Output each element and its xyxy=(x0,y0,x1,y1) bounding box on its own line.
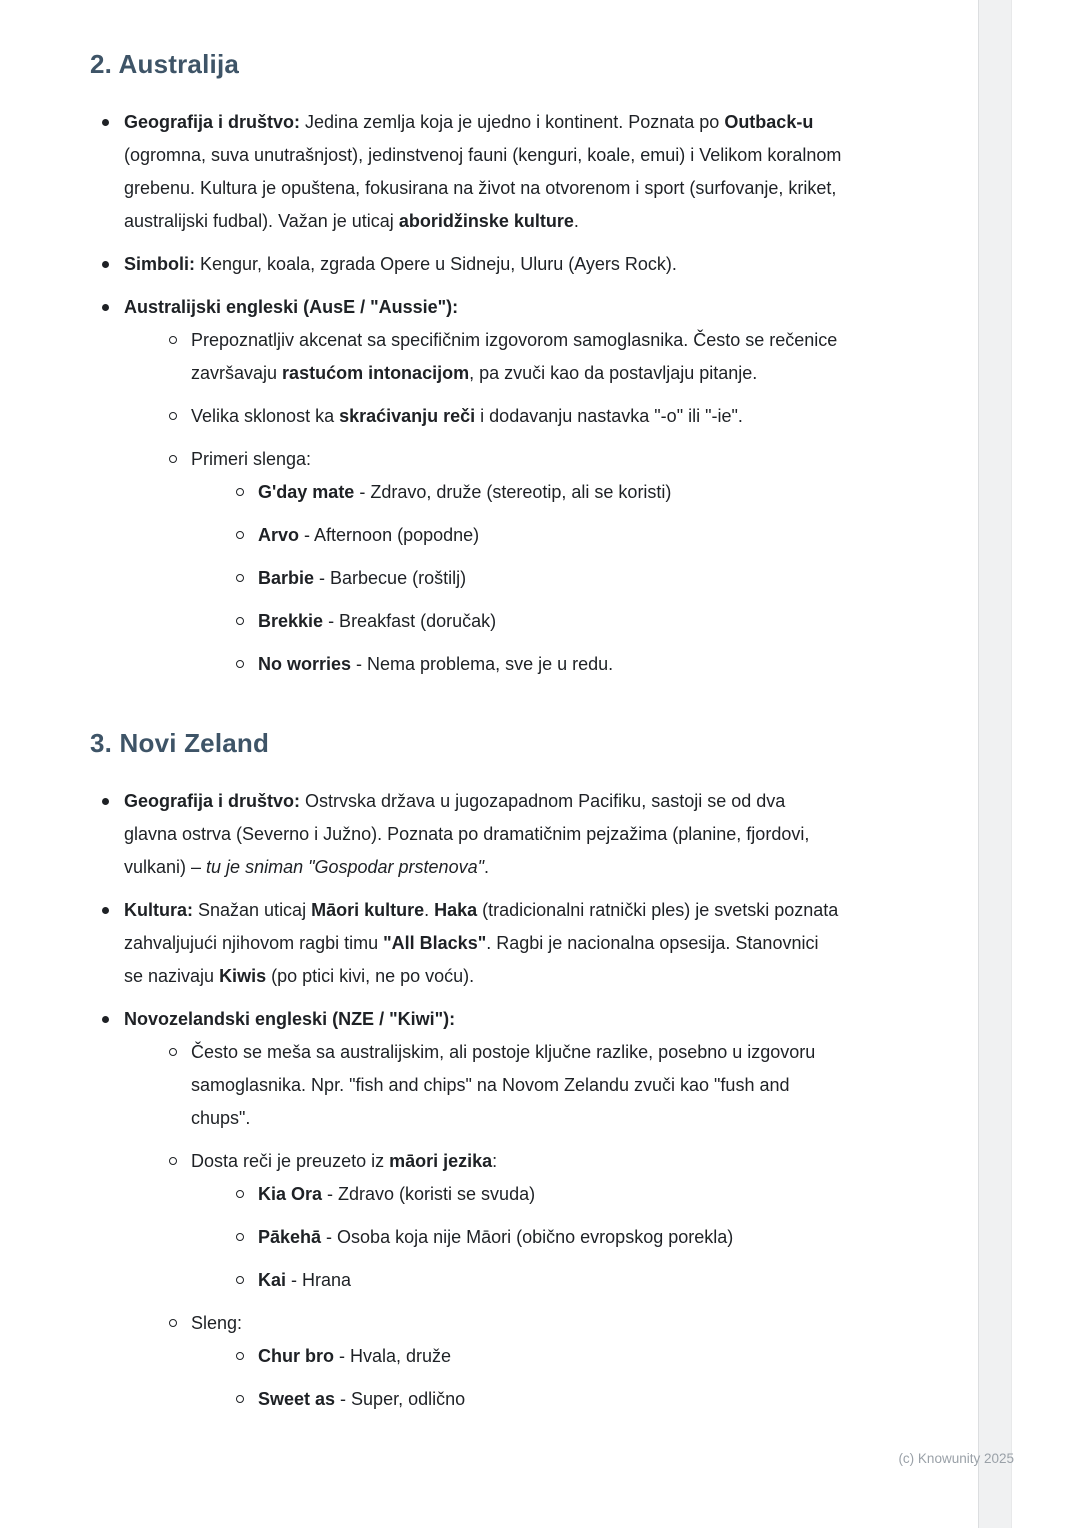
document-section xyxy=(90,727,842,1416)
list-item xyxy=(157,1036,842,1135)
nested-list xyxy=(191,476,842,681)
list-item-text: Kai - Hrana xyxy=(258,1270,352,1290)
circle-bullet-icon xyxy=(236,531,244,539)
list-item-text: Primeri slenga: xyxy=(191,449,312,469)
circle-bullet-icon xyxy=(236,660,244,668)
list-item xyxy=(224,1178,842,1211)
list-item-text: Barbie - Barbecue (roštilj) xyxy=(258,568,467,588)
list-item-text: Prepoznatljiv akcenat sa specifičnim izgovorom samoglasnika. Često se rečenice završavaju rastućom intonacijom, pa zvuči kao da postavljaju pitanje. xyxy=(191,330,838,383)
circle-bullet-icon xyxy=(236,617,244,625)
list-item-text: No worries - Nema problema, sve je u redu. xyxy=(258,654,614,674)
list-item xyxy=(90,106,842,238)
list-item-text: Dosta reči je preuzeto iz māori jezika: xyxy=(191,1151,498,1171)
circle-bullet-icon xyxy=(169,455,177,463)
list-item-text: Velika sklonost ka skraćivanju reči i dodavanju nastavka "-o" ili "-ie". xyxy=(191,406,743,426)
copyright-footer: (c) Knowunity 2025 xyxy=(898,1451,1014,1466)
bullet-icon xyxy=(102,261,109,268)
circle-bullet-icon xyxy=(169,1157,177,1165)
list-item-text: G'day mate - Zdravo, druže (stereotip, ali se koristi) xyxy=(258,482,672,502)
list-item xyxy=(224,605,842,638)
list-item-text: Kultura: Snažan uticaj Māori kulture. Haka (tradicionalni ratnički ples) je svetski poznata zahvaljujući njihovom ragbi timu "All Blacks". Ragbi je nacionalna opsesija. Stanovnici se nazivaju Kiwis (po ptici kivi, ne po voću). xyxy=(124,900,839,986)
list-item-text: Arvo - Afternoon (popodne) xyxy=(258,525,480,545)
list-item xyxy=(157,324,842,390)
list-item-text: Kia Ora - Zdravo (koristi se svuda) xyxy=(258,1184,536,1204)
list-item xyxy=(90,248,842,281)
list-item-text: Sleng: xyxy=(191,1313,243,1333)
bullet-icon xyxy=(102,304,109,311)
circle-bullet-icon xyxy=(236,1352,244,1360)
nested-list xyxy=(124,324,842,681)
circle-bullet-icon xyxy=(236,1233,244,1241)
list-item-text: Često se meša sa australijskim, ali postoje ključne razlike, posebno u izgovoru samoglasnika. Npr. "fish and chips" na Novom Zelandu zvuči kao "fush and chups". xyxy=(191,1042,816,1128)
bullet-icon xyxy=(102,798,109,805)
circle-bullet-icon xyxy=(236,1395,244,1403)
list-item-text: Geografija i društvo: Jedina zemlja koja je ujedno i kontinent. Poznata po Outback-u (ogromna, suva unutrašnjost), jedinstvenoj fauni (kenguri, koale, emui) i Velikom koralnom grebenu. Kultura je opuštena, fokusirana na život na otvorenom i sport (surfovanje, kriket, australijski fudbal). Važan je uticaj aboridžinske kulture. xyxy=(124,112,842,231)
bullet-icon xyxy=(102,1016,109,1023)
list-item xyxy=(90,785,842,884)
nested-list xyxy=(191,1340,842,1416)
circle-bullet-icon xyxy=(236,574,244,582)
nested-list xyxy=(191,1178,842,1297)
circle-bullet-icon xyxy=(169,336,177,344)
list-item xyxy=(90,1003,842,1416)
circle-bullet-icon xyxy=(169,1319,177,1327)
scrollbar-track[interactable] xyxy=(978,0,1012,1528)
list-item xyxy=(224,519,842,552)
list-item xyxy=(224,1340,842,1373)
list-item xyxy=(224,1264,842,1297)
list-item xyxy=(224,562,842,595)
list-item-text: Brekkie - Breakfast (doručak) xyxy=(258,611,497,631)
list-item-text: Australijski engleski (AusE / "Aussie"): xyxy=(124,297,459,317)
circle-bullet-icon xyxy=(236,1276,244,1284)
list-item xyxy=(90,894,842,993)
list-item xyxy=(224,1383,842,1416)
list-item-text: Pākehā - Osoba koja nije Māori (obično evropskog porekla) xyxy=(258,1227,734,1247)
list-item xyxy=(90,291,842,681)
bullet-icon xyxy=(102,119,109,126)
section-heading: 3. Novi Zeland xyxy=(90,728,270,758)
list-item xyxy=(157,1307,842,1416)
list-item xyxy=(224,648,842,681)
list-item xyxy=(157,443,842,681)
nested-list xyxy=(124,1036,842,1416)
list-item xyxy=(157,1145,842,1297)
circle-bullet-icon xyxy=(169,412,177,420)
circle-bullet-icon xyxy=(236,1190,244,1198)
list-item-text: Novozelandski engleski (NZE / "Kiwi"): xyxy=(124,1009,456,1029)
section-list xyxy=(90,785,842,1416)
list-item-text: Geografija i društvo: Ostrvska država u jugozapadnom Pacifiku, sastoji se od dva glavna ostrva (Severno i Južno). Poznata po dramatičnim pejzažima (planine, fjordovi, vulkani) – tu je sniman "Gospodar prstenova". xyxy=(124,791,810,877)
list-item-text: Chur bro - Hvala, druže xyxy=(258,1346,452,1366)
circle-bullet-icon xyxy=(169,1048,177,1056)
bullet-icon xyxy=(102,907,109,914)
list-item xyxy=(224,1221,842,1254)
section-heading: 2. Australija xyxy=(90,49,240,79)
list-item-text: Sweet as - Super, odlično xyxy=(258,1389,466,1409)
list-item xyxy=(224,476,842,509)
list-item xyxy=(157,400,842,433)
list-item-text: Simboli: Kengur, koala, zgrada Opere u Sidneju, Uluru (Ayers Rock). xyxy=(124,254,677,274)
circle-bullet-icon xyxy=(236,488,244,496)
document-section xyxy=(90,48,842,681)
section-list xyxy=(90,106,842,681)
document-content xyxy=(90,48,842,1426)
